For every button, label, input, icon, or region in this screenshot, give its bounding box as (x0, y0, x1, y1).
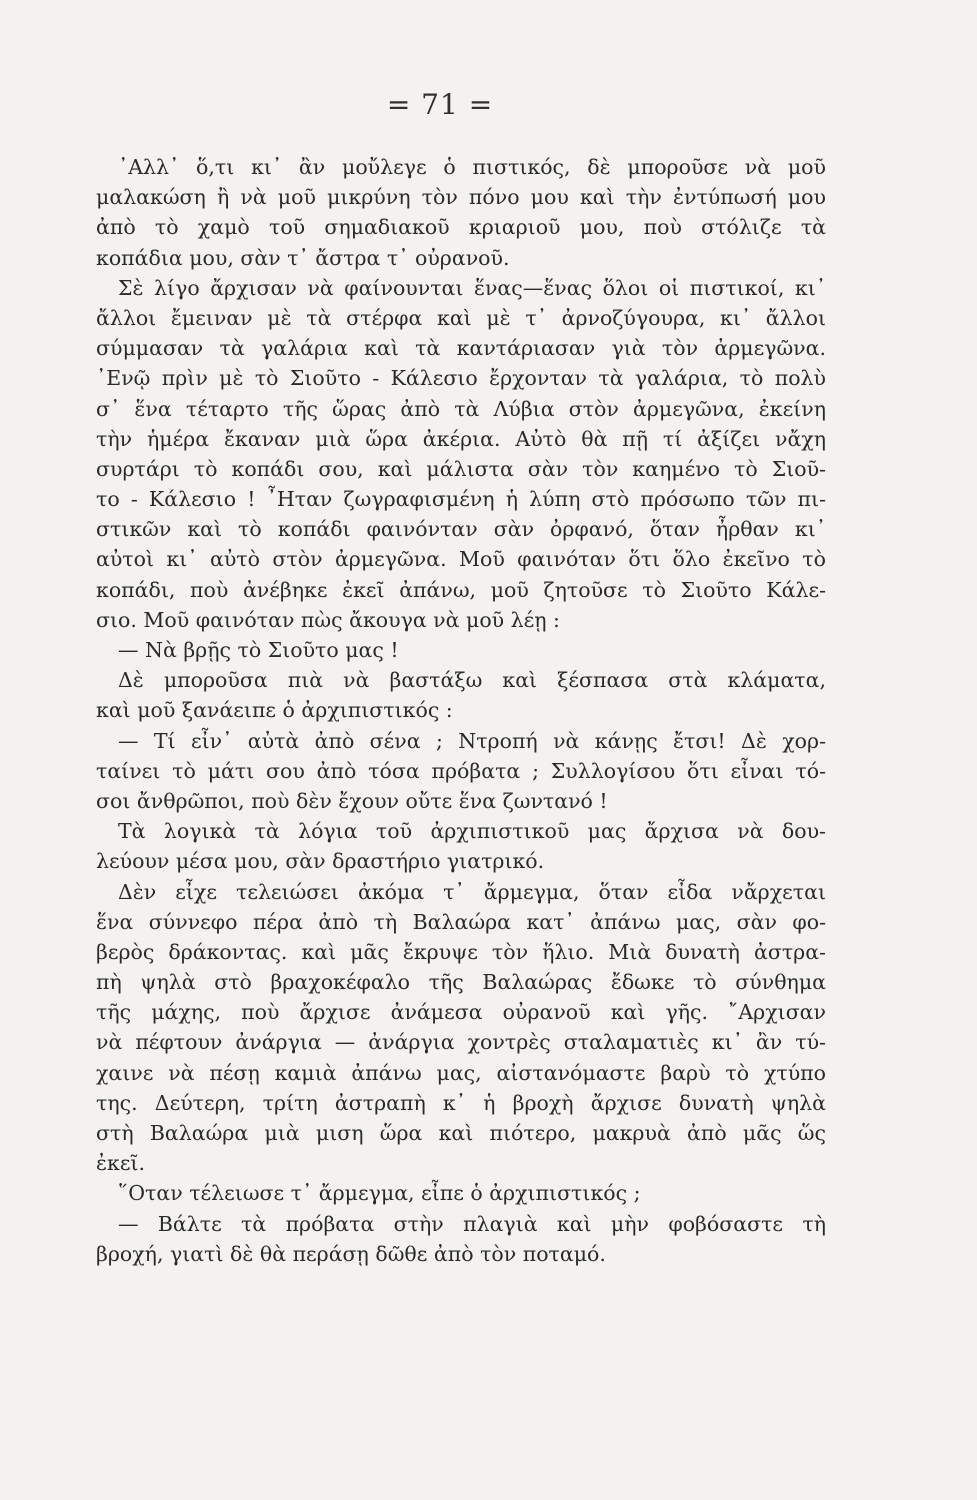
text-line: συρτάρι τὸ κοπάδι σου, καὶ μάλιστα σὰν τὸν καημένο τὸ Σιοῦ- (96, 456, 826, 481)
text-line: βερὸς δράκοντας. καὶ μᾶς ἔκρυψε τὸν ἥλιο. Μιὰ δυνατὴ ἀστρα- (96, 939, 826, 964)
text-line: Δὲν εἶχε τελειώσει ἀκόμα τ᾿ ἄρμεγμα, ὅταν εἶδα νἄρχεται (118, 879, 826, 904)
text-line: τῆς μάχης, ποὺ ἄρχισε ἀνάμεσα οὐρανοῦ καὶ γῆς. ῎Αρχισαν (96, 1000, 826, 1025)
text-line: ᾿Αλλ᾿ ὅ,τι κι᾿ ἂν μοὔλεγε ὁ πιστικός, δὲ μποροῦσε νὰ μοῦ (118, 155, 826, 179)
text-line: ῞Οταν τέλειωσε τ᾿ ἄρμεγμα, εἶπε ὁ ἀρχιπιστικός ; (118, 1181, 641, 1206)
text-line: στὴ Βαλαώρα μιὰ μιση ὥρα καὶ πιότερο, μακρυὰ ἀπὸ μᾶς ὥς (96, 1121, 826, 1145)
text-line: καὶ μοῦ ξανάειπε ὁ ἀρχιπιστικός : (96, 698, 453, 723)
text-line: σοι ἄνθρῶποι, ποὺ δὲν ἔχουν οὔτε ἕνα ζωντανό ! (96, 788, 608, 813)
text-line: της. Δεύτερη, τρίτη ἀστραπὴ κ᾿ ἡ βροχὴ ἄρχισε δυνατὴ ψηλὰ (96, 1090, 826, 1115)
text-line: σ᾿ ἕνα τέταρτο τῆς ὥρας ἀπὸ τὰ Λύβια στὸν ἀρμεγῶνα, ἐκείνη (96, 396, 826, 421)
text-line: λεύουν μέσα μου, σὰν δραστήριο γιατρικό. (96, 849, 545, 874)
text-line: βροχή, γιατὶ δὲ θὰ περάσῃ δῶθε ἀπὸ τὸν ποταμό. (96, 1241, 606, 1266)
text-line: — Νὰ βρῇς τὸ Σιοῦτο μας ! (118, 638, 399, 662)
text-line: χαινε νὰ πέσῃ καμιὰ ἀπάνω μας, αἰστανόμαστε βαρὺ τὸ χτύπο (96, 1060, 826, 1085)
text-line: το - Κάλεσιο ! ῏Ηταν ζωγραφισμένη ἡ λύπη στὸ πρόσωπο τῶν πι- (96, 487, 826, 512)
text-line: στικῶν καὶ τὸ κοπάδι φαινόνταν σὰν ὀρφανό, ὅταν ἦρθαν κι᾿ (96, 517, 826, 542)
body-text (96, 152, 826, 1269)
text-line: — Βάλτε τὰ πρόβατα στὴν πλαγιὰ καὶ μὴν φοβόσαστε τὴ (118, 1211, 826, 1236)
text-line: σιο. Μοῦ φαινόταν πὼς ἄκουγα νὰ μοῦ λέῃ : (96, 607, 560, 632)
text-line: ἄλλοι ἔμειναν μὲ τὰ στέρφα καὶ μὲ τ᾿ ἀρνοζύγουρα, κι᾿ ἄλλοι (96, 305, 826, 330)
text-line: Τὰ λογικὰ τὰ λόγια τοῦ ἀρχιπιστικοῦ μας ἄρχισα νὰ δου- (118, 819, 826, 844)
text-line: ἕνα σύννεφο πέρα ἀπὸ τὴ Βαλαώρα κατ᾿ ἀπάνω μας, σὰν φο- (96, 909, 826, 934)
text-line: Δὲ μποροῦσα πιὰ νὰ βαστάξω καὶ ξέσπασα στὰ κλάματα, (118, 668, 826, 693)
text-line: κοπάδια μου, σὰν τ᾿ ἄστρα τ᾿ οὐρανοῦ. (96, 245, 510, 270)
text-line: τὴν ἡμέρα ἔκαναν μιὰ ὥρα ἀκέρια. Αὐτὸ θὰ πῇ τί ἀξίζει νἄχη (96, 426, 826, 451)
text-line: αὐτοὶ κι᾿ αὐτὸ στὸν ἀρμεγῶνα. Μοῦ φαινόταν ὅτι ὅλο ἐκεῖνο τὸ (96, 547, 826, 572)
text-line: Σὲ λίγο ἄρχισαν νὰ φαίνουνται ἕνας—ἕνας ὅλοι οἱ πιστικοί, κι᾿ (118, 275, 826, 300)
text-line: ἐκεῖ. (96, 1151, 145, 1176)
text-line: ταίνει τὸ μάτι σου ἀπὸ τόσα πρόβατα ; Συλλογίσου ὅτι εἶναι τό- (96, 758, 826, 783)
text-line: νὰ πέφτουν ἀνάργια — ἀνάργια χοντρὲς σταλαματιὲς κι᾿ ἂν τύ- (96, 1030, 826, 1055)
text-line: κοπάδι, ποὺ ἀνέβηκε ἐκεῖ ἀπάνω, μοῦ ζητοῦσε τὸ Σιοῦτο Κάλε- (96, 577, 826, 602)
text-line: πὴ ψηλὰ στὸ βραχοκέφαλο τῆς Βαλαώρας ἔδωκε τὸ σύνθημα (96, 970, 826, 995)
text-line: σύμμασαν τὰ γαλάρια καὶ τὰ καντάριασαν γιὰ τὸν ἀρμεγῶνα. (96, 336, 826, 361)
text-line: ἀπὸ τὸ χαμὸ τοῦ σημαδιακοῦ κριαριοῦ μου, ποὺ στόλιζε τὰ (96, 215, 826, 240)
text-line: ᾿Ενῷ πρὶν μὲ τὸ Σιοῦτο - Κάλεσιο ἔρχονταν τὰ γαλάρια, τὸ πολὺ (96, 366, 826, 391)
text-line: μαλακώση ἢ νὰ μοῦ μικρύνη τὸν πόνο μου καὶ τὴν ἐντύπωσή μου (96, 185, 826, 210)
text-line: — Τί εἶν᾿ αὐτὰ ἀπὸ σένα ; Ντροπή νὰ κάνῃς ἔτσι! Δὲ χορ- (118, 728, 826, 753)
page-number: = 71 = (386, 88, 494, 121)
